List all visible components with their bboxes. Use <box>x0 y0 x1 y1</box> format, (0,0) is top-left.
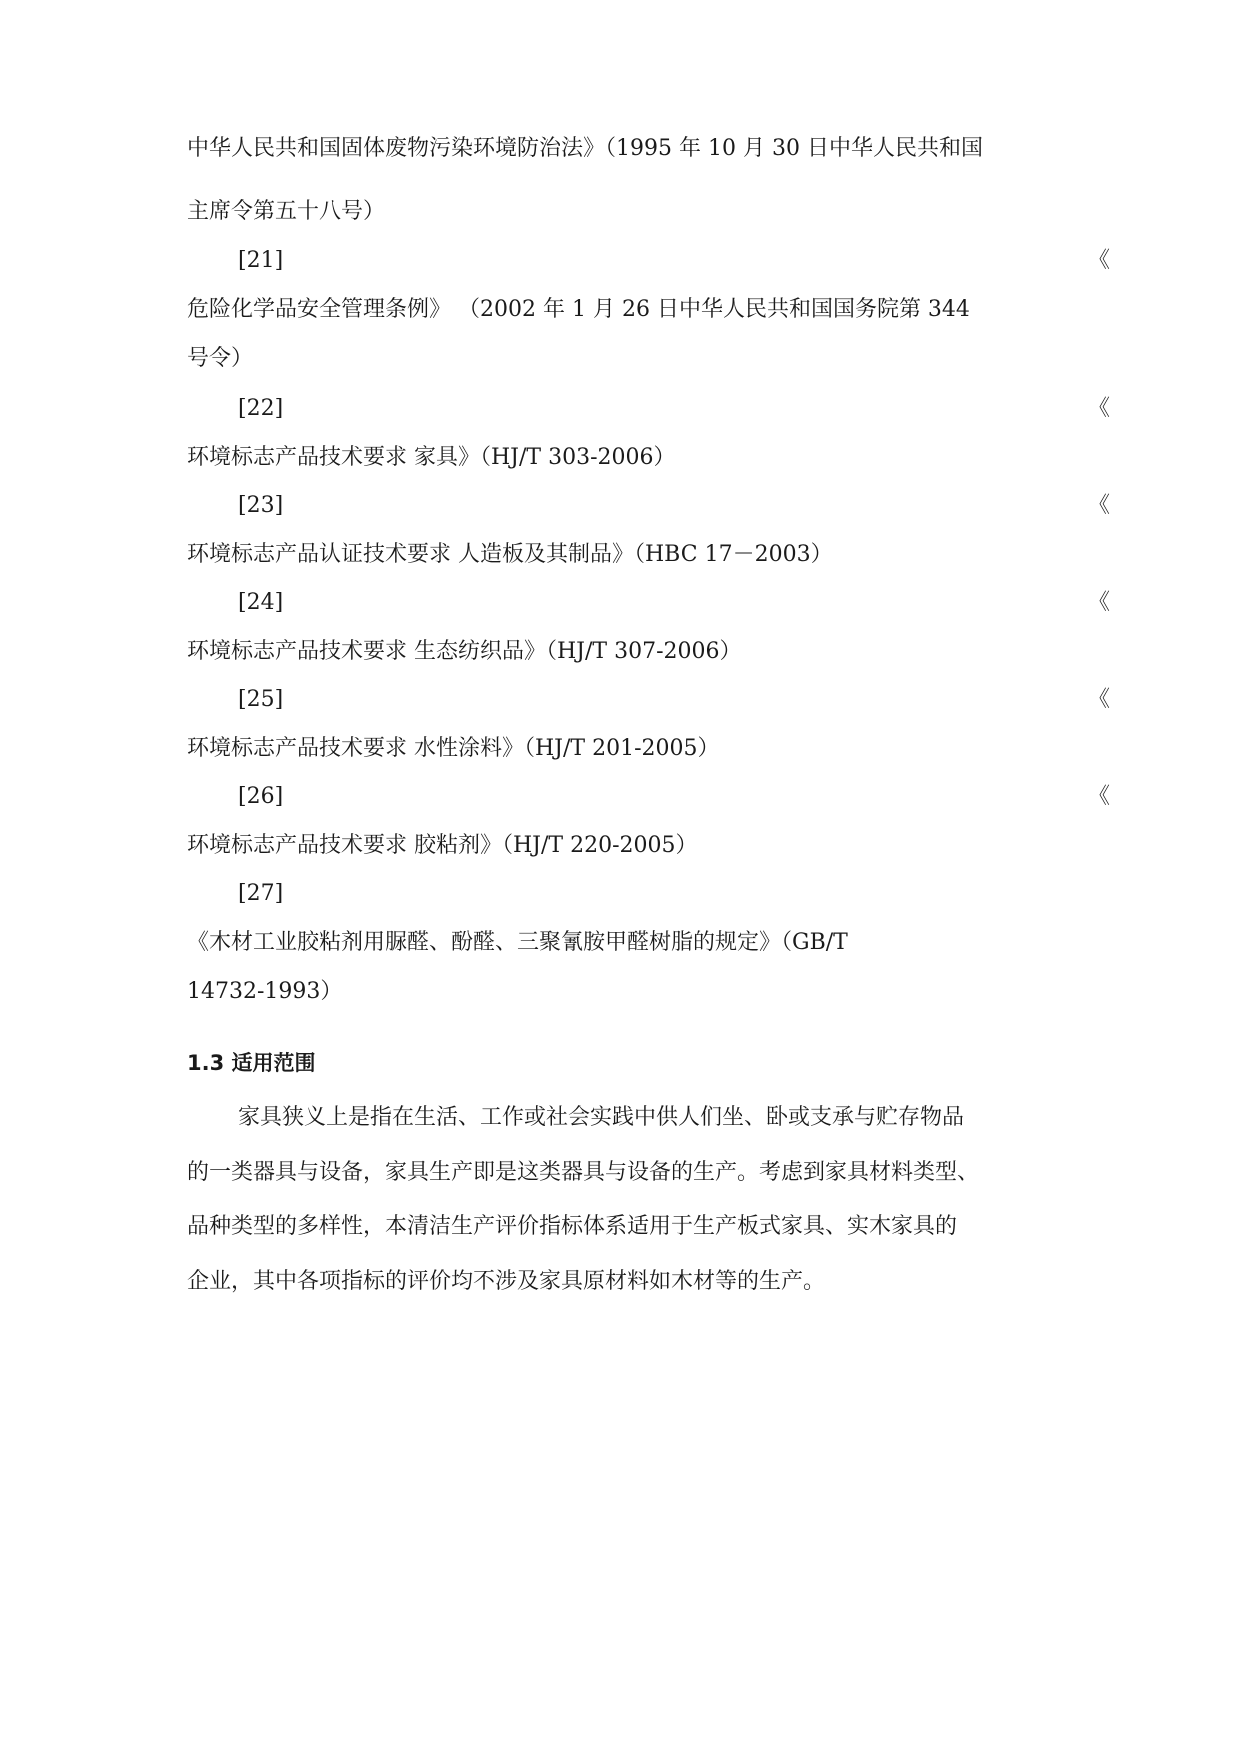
ref21-line1: 危险化学品安全管理条例》 （2002 年 1 月 26 日中华人民共和国国务院第 344 <box>187 297 970 322</box>
ref20-line1: 中华人民共和国固体废物污染环境防治法》（1995 年 10 月 30 日中华人民共和国 <box>187 136 983 161</box>
ref26-line1: 环境标志产品技术要求 胶粘剂》（HJ/T 220-2005） <box>187 833 698 858</box>
ref22-number: [22] <box>238 396 284 421</box>
ref22-open-quote: 《 <box>1088 396 1111 421</box>
paragraph-line-3: 品种类型的多样性，本清洁生产评价指标体系适用于生产板式家具、实木家具的 <box>187 1214 958 1239</box>
ref26-number: [26] <box>238 784 284 809</box>
ref21-open-quote: 《 <box>1088 248 1111 273</box>
ref23-open-quote: 《 <box>1088 493 1111 518</box>
section-heading: 1.3 适用范围 <box>187 1051 316 1075</box>
ref25-number: [25] <box>238 687 284 712</box>
ref23-number: [23] <box>238 493 284 518</box>
ref27-number: [27] <box>238 881 284 906</box>
ref21-line2: 号令） <box>187 346 254 371</box>
ref24-open-quote: 《 <box>1088 590 1111 615</box>
ref24-number: [24] <box>238 590 284 615</box>
ref20-line2: 主席令第五十八号） <box>187 199 386 224</box>
ref23-line1: 环境标志产品认证技术要求 人造板及其制品》（HBC 17－2003） <box>187 542 833 567</box>
ref21-number: [21] <box>238 248 284 273</box>
paragraph-line-2: 的一类器具与设备，家具生产即是这类器具与设备的生产。考虑到家具材料类型、 <box>187 1160 980 1185</box>
paragraph-line-1: 家具狭义上是指在生活、工作或社会实践中供人们坐、卧或支承与贮存物品 <box>238 1105 965 1130</box>
ref22-line1: 环境标志产品技术要求 家具》（HJ/T 303-2006） <box>187 445 676 470</box>
ref25-open-quote: 《 <box>1088 687 1111 712</box>
ref26-open-quote: 《 <box>1088 784 1111 809</box>
paragraph-line-4: 企业，其中各项指标的评价均不涉及家具原材料如木材等的生产。 <box>187 1269 826 1294</box>
ref27-line1: 《木材工业胶粘剂用脲醛、酚醛、三聚氰胺甲醛树脂的规定》（GB/T <box>187 930 848 955</box>
ref27-line2: 14732-1993） <box>187 979 343 1004</box>
ref24-line1: 环境标志产品技术要求 生态纺织品》（HJ/T 307-2006） <box>187 639 742 664</box>
ref25-line1: 环境标志产品技术要求 水性涂料》（HJ/T 201-2005） <box>187 736 720 761</box>
